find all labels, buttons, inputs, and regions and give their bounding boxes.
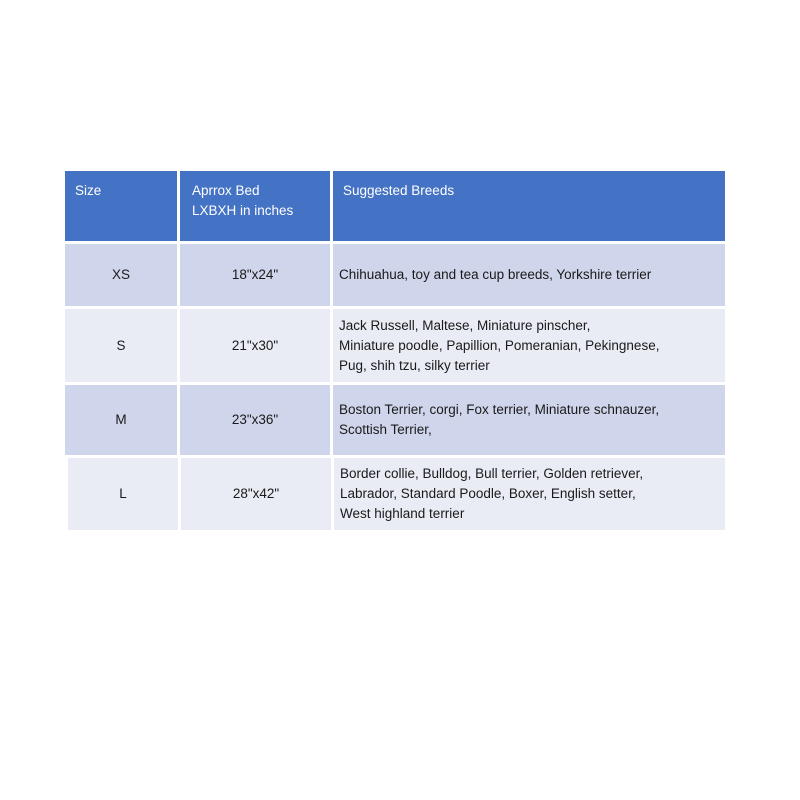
breeds-text: Boston Terrier, corgi, Fox terrier, Miniature schnauzer, Scottish Terrier, bbox=[339, 402, 660, 437]
cell-breeds bbox=[333, 309, 725, 382]
table-row-s bbox=[65, 309, 725, 382]
table-row-m bbox=[65, 385, 725, 455]
table-row-l bbox=[68, 458, 725, 530]
size-guide-table bbox=[65, 171, 725, 530]
table-row-xs bbox=[65, 244, 725, 306]
cell-breeds bbox=[333, 385, 725, 455]
table-header-row bbox=[65, 171, 725, 241]
cell-size: M bbox=[65, 385, 177, 455]
cell-size: S bbox=[65, 309, 177, 382]
cell-size: L bbox=[68, 458, 178, 530]
cell-size: XS bbox=[65, 244, 177, 306]
breeds-text: Jack Russell, Maltese, Miniature pinscher, Miniature poodle, Papillion, Pomeranian, Pekingnese, Pug, shih tzu, silky terrier bbox=[339, 317, 660, 373]
breeds-text: Border collie, Bulldog, Bull terrier, Golden retriever, Labrador, Standard Poodle, Boxer, English setter, West highland terrier bbox=[340, 466, 644, 521]
header-suggested-breeds: Suggested Breeds bbox=[333, 171, 725, 241]
header-bed-dimensions: Aprrox Bed LXBXH in inches bbox=[180, 171, 330, 241]
cell-bed-dimensions: 18"x24" bbox=[180, 244, 330, 306]
header-size: Size bbox=[65, 171, 177, 241]
cell-breeds bbox=[334, 458, 725, 530]
cell-bed-dimensions: 23"x36" bbox=[180, 385, 330, 455]
cell-bed-dimensions: 28"x42" bbox=[181, 458, 331, 530]
cell-breeds bbox=[333, 244, 725, 306]
breeds-text: Chihuahua, toy and tea cup breeds, Yorkshire terrier bbox=[339, 267, 652, 282]
cell-bed-dimensions: 21"x30" bbox=[180, 309, 330, 382]
